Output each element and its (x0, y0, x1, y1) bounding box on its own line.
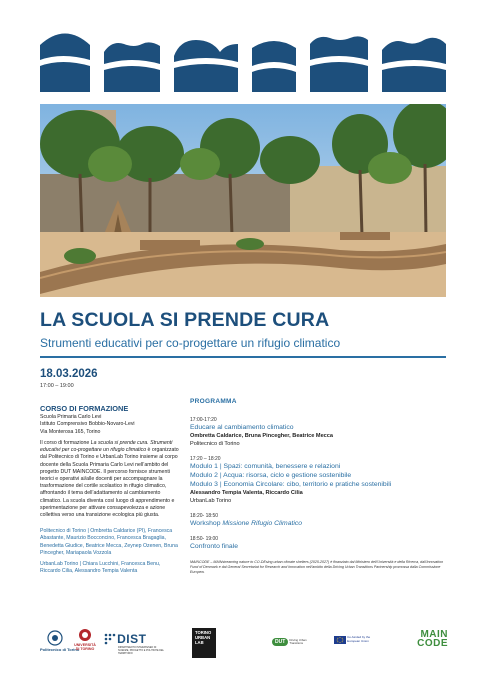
course-address (40, 414, 180, 436)
program-column (190, 398, 450, 575)
workshop-label: Workshop (190, 520, 223, 527)
slot-title: Educare al cambiamento climatico (190, 424, 294, 431)
slot-time: 18:20- 18:50 (190, 513, 219, 519)
module-3: Modulo 3 | Economia Circolare: cibo, territorio e pratiche sostenibili (190, 481, 392, 488)
urbanlab-label-3: LAB (195, 640, 204, 646)
desc-intro: Il corso di formazione (40, 439, 91, 446)
desc-rest: è organizzato dal Politecnico di Torino e UrbanLab Torino insieme al corpo docente della Scuola Primaria Carlo Levi nell’ambito del progetto DUT MAINCODE. Il percorso fornisce strumenti teorici e operativi ai/alle docenti per accompagnare la trasformazione del cortile scolastico in rifugio climatico, affrontando il tema dell’adattamento al cambiamento climatico. La scuola diventa così luogo di apprendimento e sperimentazione per attivare consapevolezza e azione collettiva verso una transizione ecologica più giusta. (40, 447, 179, 518)
unito-logo (72, 628, 98, 651)
slot-org: UrbanLab Torino (190, 498, 232, 504)
logos-row (36, 628, 450, 664)
slot-time: 17:00-17:20 (190, 417, 217, 423)
maincode-label-1: MAIN (420, 629, 448, 640)
hero-photo (40, 104, 446, 297)
dut-sublabel: Driving Urban Transitions (289, 637, 307, 645)
page-subtitle: Strumenti educativi per co-progettare un rifugio climatico (40, 336, 341, 350)
dist-label: DIST (117, 632, 147, 646)
credits-polito: Politecnico di Torino | Ombretta Caldarice (PI), Francesca Abastante, Maurizio Bocconcino, Francesca Bragaglia, Benedetta Giudice, Beatrice Mecca, Zeynep Ozenen, Bruna Pincegher, Mariapaola Vozzola (40, 528, 178, 556)
page-title: LA SCUOLA SI PRENDE CURA (40, 309, 330, 331)
dut-logo (272, 638, 328, 646)
credits-urbanlab: UrbanLab Torino | Chiara Lucchini, Francesca Benu, Riccardo Cilia, Alessandro Tempia Valenta (40, 560, 161, 575)
address-line: Scuola Primaria Carlo Levi (40, 414, 102, 420)
eu-logo (334, 636, 394, 644)
maincode-logo (410, 630, 448, 648)
polito-label: Politecnico di Torino (40, 647, 80, 652)
polito-seal-icon (47, 630, 63, 646)
maincode-label-2: CODE (417, 638, 448, 649)
event-time: 17:00 – 19:00 (40, 383, 74, 389)
address-line: Istituto Comprensivo Bobbio-Novaro-Levi (40, 421, 135, 428)
module-1: Modulo 1 | Spazi: comunità, benessere e relazioni (190, 463, 341, 470)
header-wave-graphic (0, 0, 486, 100)
unito-label-2: DI TORINO (75, 647, 95, 651)
slot-time: 18:50- 19:00 (190, 536, 219, 542)
dist-dots-icon (104, 633, 116, 646)
school-courtyard-photo (40, 104, 446, 297)
unito-label-1: UNIVERSITÀ (74, 643, 96, 647)
unito-seal-icon (78, 628, 92, 642)
funding-footnote: MAINCODE – MAINstreaming nature to CO-DEsing urban climate shelters (2025-2027) è finanziato dal Ministero dell’Università e della Ricerca, dall’Innovation Fund of Denmark e dal General Secretariat for Research and Innovation nell’ambito della Driving Urban Transitions Partnership promossa dalla Commissione Europea. (190, 560, 444, 574)
course-description (40, 440, 180, 519)
course-column (40, 404, 180, 575)
dut-label: DUT (272, 638, 288, 646)
slot-time: 17:20 – 18:20 (190, 456, 221, 462)
workshop-italic: Missione Rifugio Climatico (222, 520, 303, 527)
title-divider (40, 356, 446, 358)
slot-speakers: Ombretta Caldarice, Bruna Pincegher, Beatrice Mecca (190, 433, 334, 439)
program-title: PROGRAMMA (190, 398, 237, 405)
desc-italic: La scuola si prende cura. Strumenti educativi per co-progettare un rifugio climatico (40, 439, 173, 454)
eu-flag-icon (334, 636, 346, 644)
eu-label: Co-funded by the European Union (347, 635, 371, 643)
slot-org: Politecnico di Torino (190, 441, 240, 447)
event-date: 18.03.2026 (40, 368, 98, 380)
dist-sublabel: DIPARTIMENTO INTERATENEO DI SCIENZE, PROGETTO E POLITICHE DEL TERRITORIO (118, 646, 164, 655)
urbanlab-label-1: TORINO (195, 630, 212, 635)
final-title: Confronto finale (190, 543, 238, 550)
workshop-title (190, 519, 450, 528)
slot-speakers: Alessandro Tempia Valenta, Riccardo Cilia (190, 490, 303, 496)
dist-logo (104, 632, 174, 655)
course-title: CORSO DI FORMAZIONE (40, 404, 129, 413)
polito-logo (40, 630, 80, 652)
module-2: Modulo 2 | Acqua: risorsa, ciclo e gestione sostenibile (190, 472, 352, 479)
address-line: Via Monterosa 165, Torino (40, 428, 101, 435)
urbanlab-label-2: URBAN (195, 635, 211, 641)
urbanlab-logo (192, 628, 216, 658)
